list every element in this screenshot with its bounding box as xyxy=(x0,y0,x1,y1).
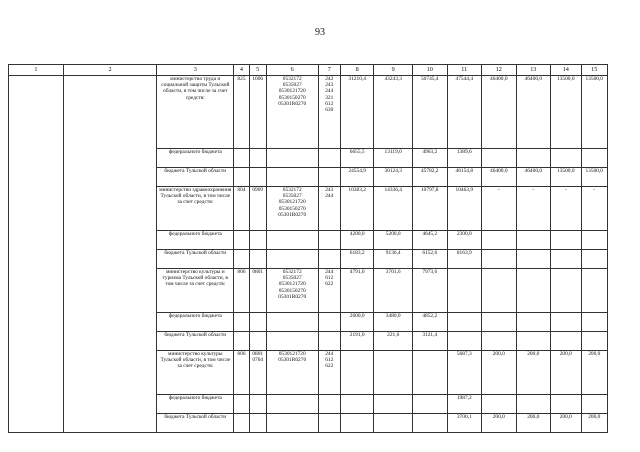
cell-c15 xyxy=(581,231,607,250)
cell-c4 xyxy=(234,414,249,433)
cell-c8: 31210,4 xyxy=(340,76,374,149)
cell-c15 xyxy=(581,395,607,414)
cell-c5 xyxy=(249,231,266,250)
cell-c14 xyxy=(551,269,581,313)
cell-c10: 4645,2 xyxy=(413,231,448,250)
cell-c11: 1389,6 xyxy=(447,149,482,168)
cell-c13: 200,0 xyxy=(516,414,551,433)
cell-c15 xyxy=(581,269,607,313)
cell-c4 xyxy=(234,149,249,168)
page-number: 93 xyxy=(315,27,325,38)
cell-c5 xyxy=(249,168,266,187)
cell-c14: 200,0 xyxy=(551,351,581,395)
cell-c6 xyxy=(266,168,318,187)
cell-c9: 3701,6 xyxy=(374,269,413,313)
cell-c6 xyxy=(266,250,318,269)
cell-c4: 804 xyxy=(234,187,249,231)
cell-c10: 10797,8 xyxy=(413,187,448,231)
cell-c12 xyxy=(482,231,517,250)
cell-c5 xyxy=(249,250,266,269)
cell-c9 xyxy=(374,395,413,414)
cell-c11 xyxy=(447,269,482,313)
cell-c12: 200,0 xyxy=(482,351,517,395)
cell-c6 xyxy=(266,231,318,250)
cell-c4 xyxy=(234,332,249,351)
cell-recipient-name: бюджета Тульской области xyxy=(157,250,234,269)
cell-c6 xyxy=(266,313,318,332)
cell-c11: 47544,4 xyxy=(447,76,482,149)
column-header: 4 xyxy=(234,65,249,76)
cell-c4: 825 xyxy=(234,76,249,149)
cell-c15 xyxy=(581,250,607,269)
cell-c10: 4852,2 xyxy=(413,313,448,332)
cell-c14 xyxy=(551,313,581,332)
cell-c11: 10463,9 xyxy=(447,187,482,231)
cell-c9 xyxy=(374,351,413,395)
cell-c12: 46400,0 xyxy=(482,168,517,187)
cell-c13 xyxy=(516,250,551,269)
cell-c13 xyxy=(516,395,551,414)
cell-c12 xyxy=(482,250,517,269)
cell-c13: - xyxy=(516,187,551,231)
cell-c10: 3121,4 xyxy=(413,332,448,351)
cell-recipient-name: министерство культуры и туризма Тульской области, в том числе за счет средств: xyxy=(157,269,234,313)
cell-col1 xyxy=(9,76,64,433)
cell-c13 xyxy=(516,332,551,351)
cell-c8: 6183,2 xyxy=(340,250,374,269)
cell-c8: 2191,0 xyxy=(340,332,374,351)
cell-c7 xyxy=(318,313,340,332)
budget-table xyxy=(8,64,608,433)
cell-c4: 806 xyxy=(234,269,249,313)
cell-c15 xyxy=(581,332,607,351)
cell-c14: 200,0 xyxy=(551,414,581,433)
cell-c6 xyxy=(266,395,318,414)
cell-c14 xyxy=(551,395,581,414)
cell-c4: 806 xyxy=(234,351,249,395)
table-row xyxy=(9,76,608,149)
cell-c8: 6655,5 xyxy=(340,149,374,168)
cell-c12: 200,0 xyxy=(482,414,517,433)
cell-c7: 242 243 244 321 612 630 xyxy=(318,76,340,149)
cell-c14 xyxy=(551,332,581,351)
column-header: 8 xyxy=(340,65,374,76)
cell-c10 xyxy=(413,395,448,414)
cell-c6: 0530121720 05301R0270 xyxy=(266,351,318,395)
cell-recipient-name: министерство здравоохранения Тульской области, в том числе за счет средств: xyxy=(157,187,234,231)
cell-c7 xyxy=(318,414,340,433)
cell-c7 xyxy=(318,231,340,250)
cell-c6: 0532172 0535027 0530121720 0530150270 05301R0270 xyxy=(266,76,318,149)
column-header: 2 xyxy=(63,65,156,76)
cell-recipient-name: бюджета Тульской области xyxy=(157,168,234,187)
cell-c8: 4200,0 xyxy=(340,231,374,250)
cell-c9: 3480,0 xyxy=(374,313,413,332)
cell-c8 xyxy=(340,351,374,395)
cell-c7: 244 612 622 xyxy=(318,269,340,313)
cell-c8: 4791,0 xyxy=(340,269,374,313)
cell-c15: 200,0 xyxy=(581,414,607,433)
column-header: 7 xyxy=(318,65,340,76)
cell-c10: 7973,6 xyxy=(413,269,448,313)
cell-c8: 10383,2 xyxy=(340,187,374,231)
cell-c13 xyxy=(516,313,551,332)
cell-c6 xyxy=(266,332,318,351)
cell-c5: 0801 0704 xyxy=(249,351,266,395)
column-header: 3 xyxy=(157,65,234,76)
cell-c10 xyxy=(413,414,448,433)
cell-c8 xyxy=(340,395,374,414)
cell-c9: 30124,3 xyxy=(374,168,413,187)
cell-recipient-name: федерального бюджета xyxy=(157,149,234,168)
cell-c15: 13500,0 xyxy=(581,76,607,149)
cell-c9: 5200,0 xyxy=(374,231,413,250)
cell-recipient-name: бюджета Тульской области xyxy=(157,414,234,433)
cell-c4 xyxy=(234,231,249,250)
column-header: 14 xyxy=(551,65,581,76)
cell-c14: 13500,0 xyxy=(551,168,581,187)
cell-c5 xyxy=(249,414,266,433)
cell-recipient-name: федерального бюджета xyxy=(157,395,234,414)
cell-c12 xyxy=(482,269,517,313)
column-header: 9 xyxy=(374,65,413,76)
cell-c13 xyxy=(516,231,551,250)
cell-c9: 13119,0 xyxy=(374,149,413,168)
cell-c11 xyxy=(447,332,482,351)
cell-c4 xyxy=(234,250,249,269)
cell-recipient-name: бюджета Тульской области xyxy=(157,332,234,351)
cell-c7 xyxy=(318,168,340,187)
cell-c11: 1987,2 xyxy=(447,395,482,414)
cell-c14 xyxy=(551,149,581,168)
column-header: 6 xyxy=(266,65,318,76)
cell-c5: 0801 xyxy=(249,269,266,313)
cell-c11: 2300,0 xyxy=(447,231,482,250)
cell-c10: 4963,2 xyxy=(413,149,448,168)
cell-c7 xyxy=(318,332,340,351)
cell-c9: 14336,4 xyxy=(374,187,413,231)
cell-c13 xyxy=(516,269,551,313)
cell-c8: 24554,9 xyxy=(340,168,374,187)
cell-c13 xyxy=(516,149,551,168)
cell-c6 xyxy=(266,414,318,433)
cell-c4 xyxy=(234,395,249,414)
cell-c5 xyxy=(249,395,266,414)
cell-c4 xyxy=(234,313,249,332)
cell-c7: 244 612 622 xyxy=(318,351,340,395)
cell-c6 xyxy=(266,149,318,168)
cell-c14 xyxy=(551,231,581,250)
cell-c10: 6152,6 xyxy=(413,250,448,269)
cell-c10 xyxy=(413,351,448,395)
cell-c10: 50745,4 xyxy=(413,76,448,149)
column-header: 11 xyxy=(447,65,482,76)
cell-c11: 8163,9 xyxy=(447,250,482,269)
cell-c6: 0532172 0535027 0530121720 0530150270 05301R0270 xyxy=(266,269,318,313)
column-header-row xyxy=(9,65,608,76)
cell-c15: 200,0 xyxy=(581,351,607,395)
cell-c8: 2600,0 xyxy=(340,313,374,332)
cell-c9 xyxy=(374,414,413,433)
cell-c7 xyxy=(318,149,340,168)
cell-c5: 1006 xyxy=(249,76,266,149)
cell-c11: 5687,3 xyxy=(447,351,482,395)
cell-c6: 0532172 0535027 0530121720 0530150270 05301R0270 xyxy=(266,187,318,231)
cell-c12: - xyxy=(482,187,517,231)
cell-recipient-name: федерального бюджета xyxy=(157,313,234,332)
cell-c12 xyxy=(482,149,517,168)
cell-c13: 200,0 xyxy=(516,351,551,395)
cell-c5: 0909 xyxy=(249,187,266,231)
cell-c15: 13500,0 xyxy=(581,168,607,187)
cell-c15 xyxy=(581,149,607,168)
cell-c4 xyxy=(234,168,249,187)
cell-c12 xyxy=(482,395,517,414)
cell-c5 xyxy=(249,149,266,168)
cell-c14: - xyxy=(551,187,581,231)
cell-recipient-name: федерального бюджета xyxy=(157,231,234,250)
cell-c9: 9136,4 xyxy=(374,250,413,269)
cell-c7: 243 244 xyxy=(318,187,340,231)
cell-c14: 13500,0 xyxy=(551,76,581,149)
cell-c12: 46400,0 xyxy=(482,76,517,149)
cell-c5 xyxy=(249,332,266,351)
cell-c9: 221,6 xyxy=(374,332,413,351)
cell-c13: 46400,0 xyxy=(516,76,551,149)
column-header: 1 xyxy=(9,65,64,76)
cell-c9: 43243,3 xyxy=(374,76,413,149)
cell-c10: 45782,2 xyxy=(413,168,448,187)
cell-c5 xyxy=(249,313,266,332)
cell-c11: 3700,1 xyxy=(447,414,482,433)
column-header: 12 xyxy=(482,65,517,76)
table-body xyxy=(9,65,608,433)
cell-c14 xyxy=(551,250,581,269)
cell-c12 xyxy=(482,332,517,351)
cell-recipient-name: министерство труда и социальной защиты Тульской области, в том числе за счет средств: xyxy=(157,76,234,149)
cell-c12 xyxy=(482,313,517,332)
column-header: 5 xyxy=(249,65,266,76)
cell-col2 xyxy=(63,76,156,433)
cell-c11 xyxy=(447,313,482,332)
cell-c15 xyxy=(581,313,607,332)
cell-c13: 46400,0 xyxy=(516,168,551,187)
cell-c7 xyxy=(318,250,340,269)
cell-recipient-name: министерство культуры Тульской области, в том числе за счет средств: xyxy=(157,351,234,395)
cell-c11: 46154,8 xyxy=(447,168,482,187)
cell-c8 xyxy=(340,414,374,433)
cell-c15: - xyxy=(581,187,607,231)
cell-c7 xyxy=(318,395,340,414)
column-header: 15 xyxy=(581,65,607,76)
column-header: 10 xyxy=(413,65,448,76)
column-header: 13 xyxy=(516,65,551,76)
